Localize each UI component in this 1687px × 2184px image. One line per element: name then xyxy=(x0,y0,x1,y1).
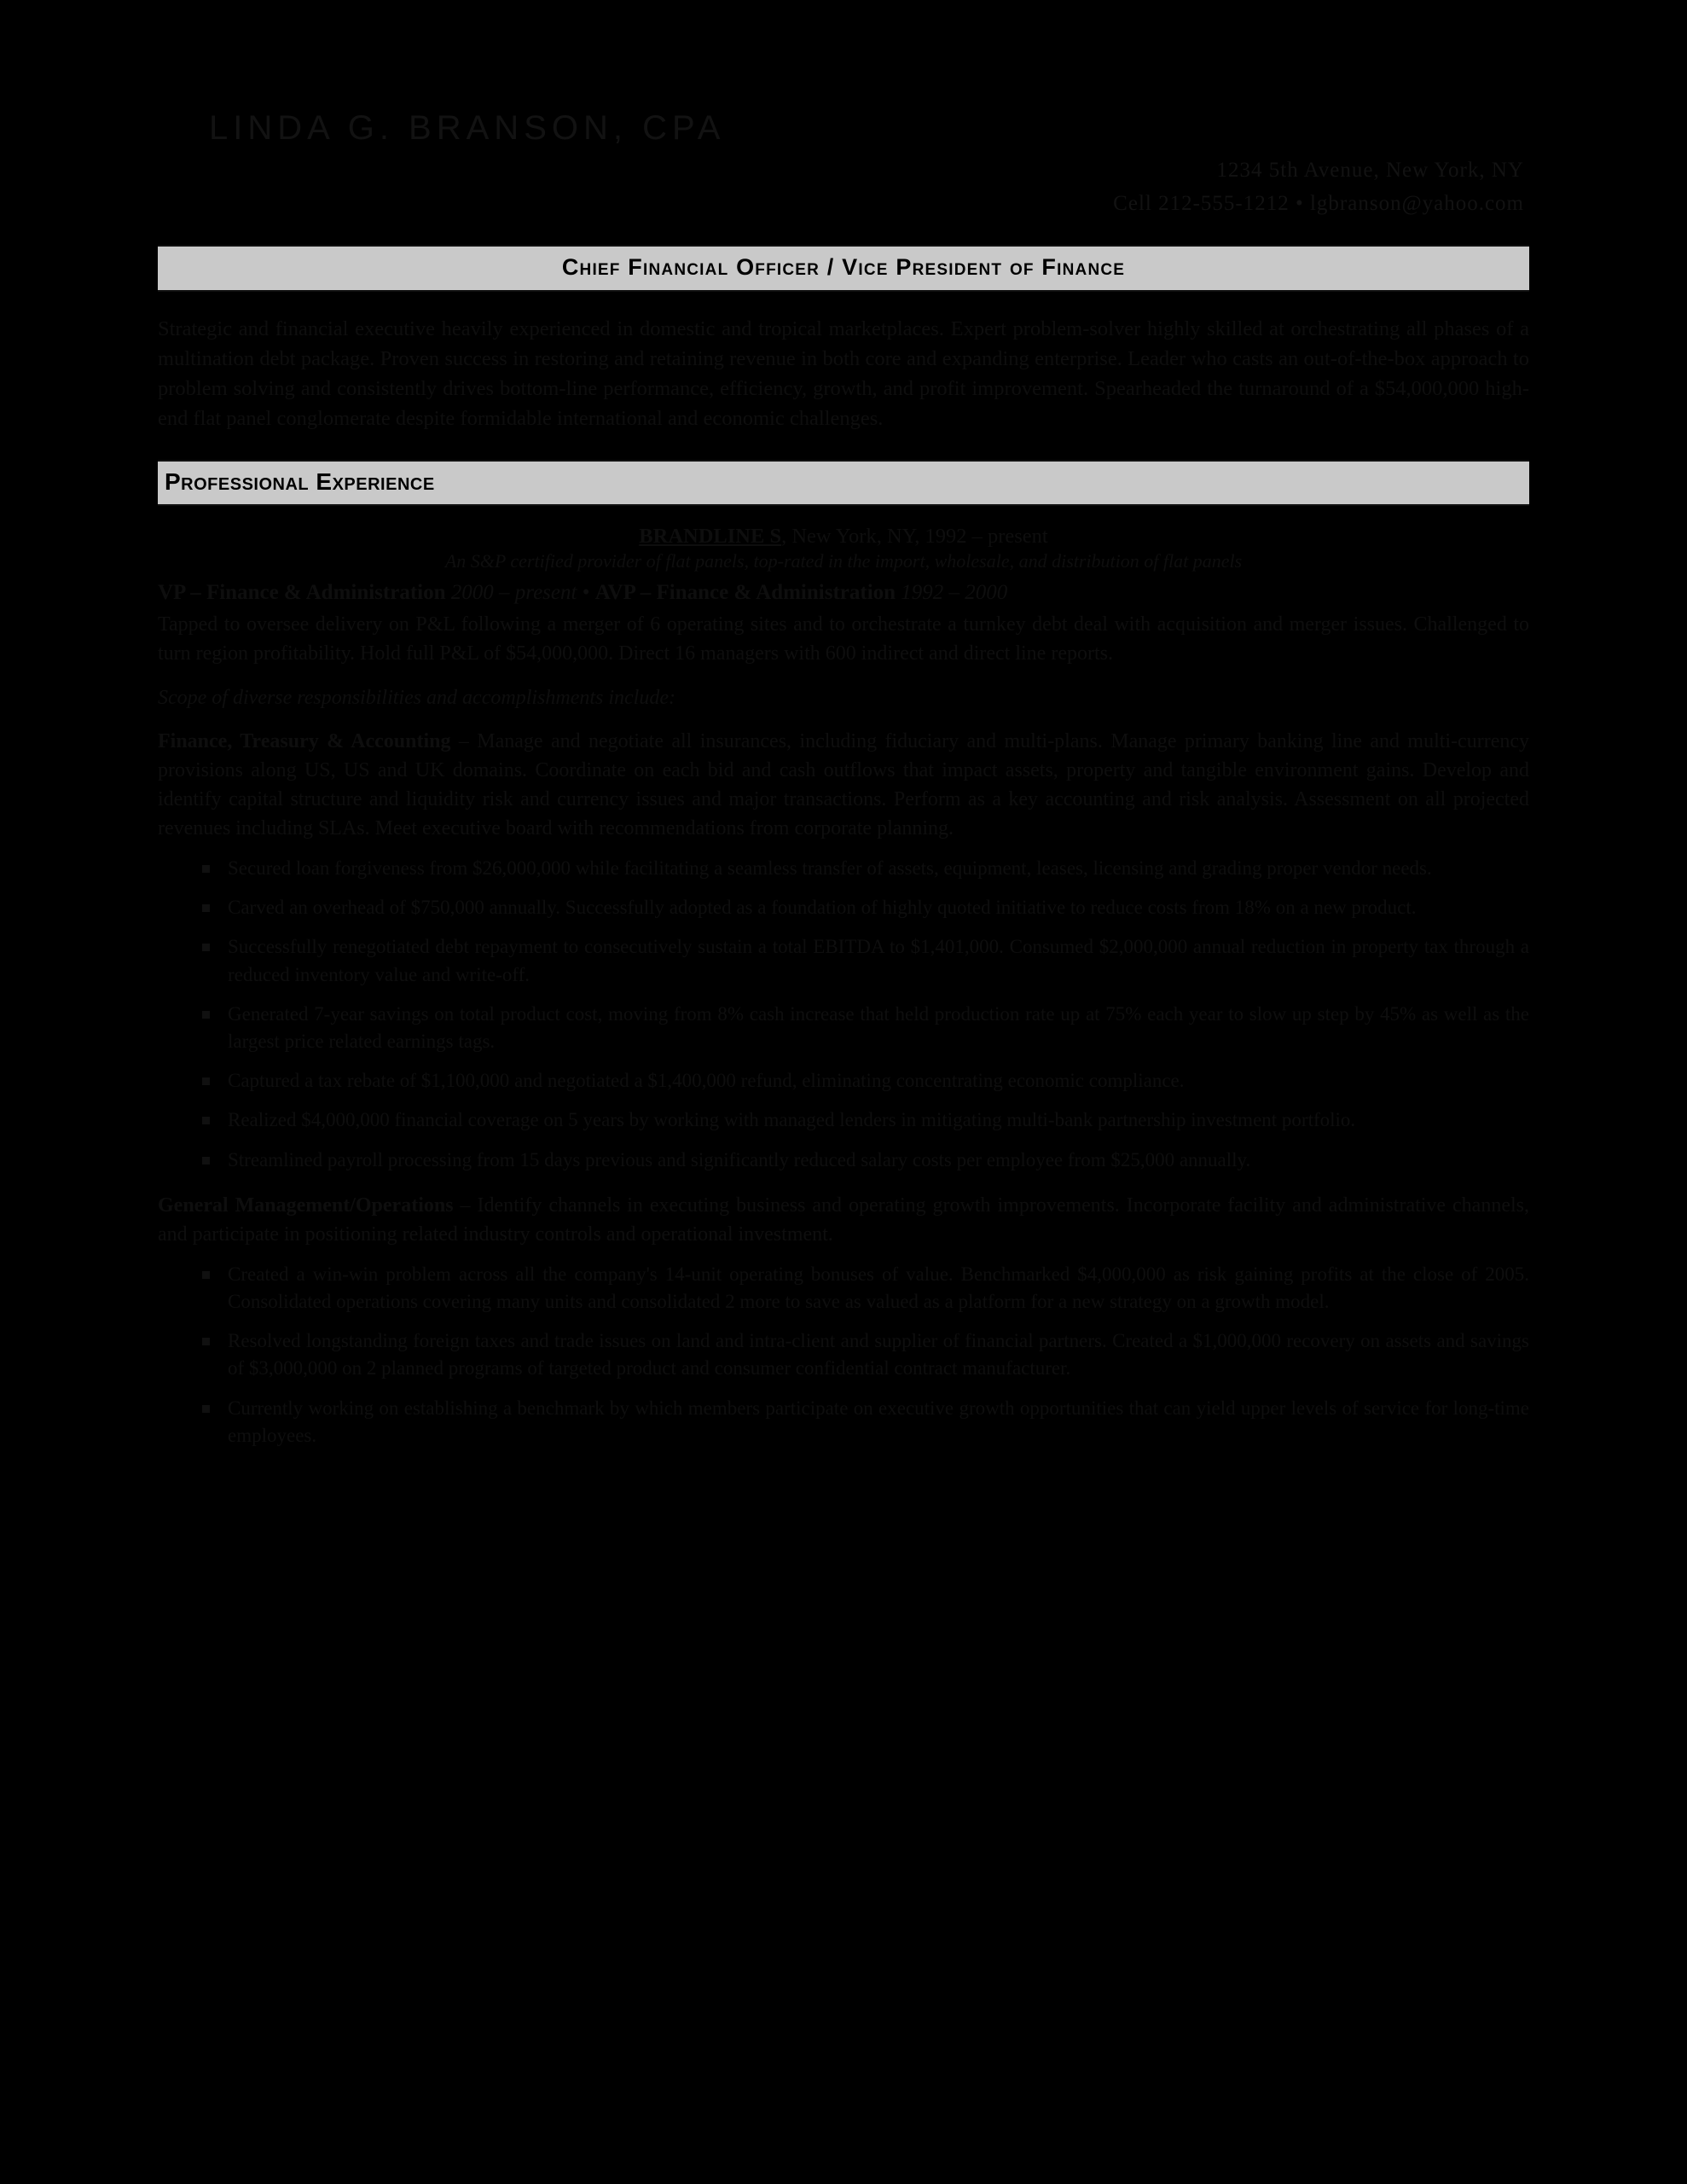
list-item: Carved an overhead of $750,000 annually. Successfully adopted as a foundation of highly quoted initiative to reduce costs from 18% on a new product. xyxy=(202,894,1529,921)
role-secondary-dates: 1992 – 2000 xyxy=(901,580,1008,604)
summary-paragraph: Strategic and financial executive heavily experienced in domestic and tropical marketplaces. Expert problem-solver highly skilled at orchestrating all phases of a multination debt package. Proven success in restoring and retaining revenue in both core and expanding enterprise. Leader who casts an out-of-the-box approach to problem solving and consistently drives bottom-line performance, efficiency, growth, and profit improvement. Spearheaded the turnaround of a $54,000,000 high-end flat panel conglomerate despite formidable international and economic challenges. xyxy=(158,317,1529,431)
role-titles xyxy=(158,581,1529,605)
company-description: An S&P certified provider of flat panels, top-rated in the import, wholesale, and distribution of flat panels xyxy=(444,549,1243,572)
list-item: Resolved longstanding foreign taxes and trade issues on land and intra-client and supplier of financial partners. Created a $1,000,000 recovery on assets and savings of $3,000,000 on 2 planned programs of targeted product and consumer confidential contract manufacturer. xyxy=(202,1327,1529,1382)
group-finance-bullets xyxy=(158,855,1529,1174)
company-location: New York, NY xyxy=(791,524,915,548)
list-item: Streamlined payroll processing from 15 days previous and significantly reduced salary costs per employee from $25,000 annually. xyxy=(202,1147,1529,1174)
role-separator: • xyxy=(582,580,590,604)
role-primary-title: VP – Finance & Administration xyxy=(158,580,446,604)
list-item: Generated 7-year savings on total product cost, moving from 8% cash increase that held production rate up at 75% each year to slow up step by 45% as well as the largest price related earnings tags. xyxy=(202,1001,1529,1055)
company-dates: 1992 – present xyxy=(925,524,1048,548)
role-primary-dates: 2000 – present xyxy=(450,580,577,604)
list-item: Captured a tax rebate of $1,100,000 and negotiated a $1,400,000 refund, eliminating concentrating economic compliance. xyxy=(202,1067,1529,1095)
job-title-banner: Chief Financial Officer / Vice President of Finance xyxy=(158,245,1529,292)
list-item: Currently working on establishing a benchmark by which members participate on executive growth opportunities that can yield upper levels of service for long-time employees. xyxy=(202,1395,1529,1449)
group-general-management-bullets xyxy=(158,1261,1529,1449)
contact-address: 1234 5th Avenue, New York, NY xyxy=(1216,159,1524,182)
resume-sheet xyxy=(51,49,1636,2135)
list-item: Successfully renegotiated debt repayment to consecutively sustain a total EBITDA to $1,401,000. Consumed $2,000,000 annual reduction in property tax through a reduced inventory value and write-off. xyxy=(202,933,1529,988)
contact-phone-email: Cell 212-555-1212 • lgbranson@yahoo.com xyxy=(1113,191,1524,215)
list-item: Secured loan forgiveness from $26,000,000 while facilitating a seamless transfer of assets, equipment, leases, licensing and grading proper vendor needs. xyxy=(202,855,1529,882)
group-general-management xyxy=(158,1191,1529,1249)
page-title: LINDA G. BRANSON, CPA xyxy=(209,109,726,147)
group-finance xyxy=(158,727,1529,843)
list-item: Created a win-win problem across all the company's 14-unit operating bonuses of value. Benchmarked $4,000,000 as risk gaining profits at the close of 2005. Consolidated operations covering many units and consolidated 2 more to save as valued as a platform for a new strategy on a growth model. xyxy=(202,1261,1529,1316)
scope-line: Scope of diverse responsibilities and accomplishments include: xyxy=(158,686,675,709)
contact-block xyxy=(158,154,1529,221)
section-heading-professional-experience: Professional Experience xyxy=(158,460,1529,506)
group-finance-label: Finance, Treasury & Accounting xyxy=(158,729,451,752)
group-general-management-label: General Management/Operations xyxy=(158,1194,454,1217)
list-item: Realized $4,000,000 financial coverage on 5 years by working with managed lenders in mitigating multi-bank partnership investment portfolio. xyxy=(202,1107,1529,1134)
company-line: BRANDLINE S, New York, NY, 1992 – present xyxy=(639,524,1048,548)
company-name: BRANDLINE S xyxy=(639,524,782,548)
group-finance-lead: – Manage and negotiate all insurances, including fiduciary and multi-plans. Manage primary banking line and multi-currency provisions along US, US and UK domains. Coordinate on each bid and cash outflows that impact assets, property and tangible environment gains. Develop and identify capital structure and liquidity risk and currency issues and major transactions. Perform as a key accounting and risk analysis. Assessment on all projected revenues including SLAs. Meet executive board with recommendations from corporate planning. xyxy=(158,729,1530,839)
group-general-management-lead: – Identify channels in executing business and operating growth improvements. Incorporate facility and administrative channels, and participate in positioning related industry controls and operational investment. xyxy=(158,1194,1529,1246)
role-summary-paragraph: Tapped to oversee delivery on P&L following a merger of 6 operating sites and to orchestrate a turnkey debt deal with acquisition and merger issues. Challenged to turn region profitability. Hold full P&L of $54,000,000. Direct 16 managers with 600 indirect and direct line reports. xyxy=(158,613,1529,665)
role-secondary-title: AVP – Finance & Administration xyxy=(594,580,896,604)
